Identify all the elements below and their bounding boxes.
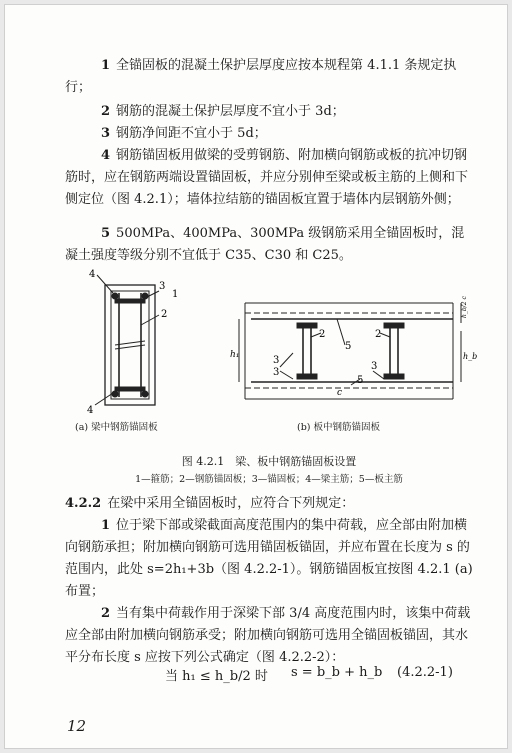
- clause-text: 位于梁下部或梁截面高度范围内的集中荷载，应全部由附加横向钢筋承担；附加横向钢筋可选用锚固板锚固，并应布置在长度为 s 的范围内，此处 s=2h₁+3b（图 4.2.2-1）。钢筋锚固板宜按图 4.2.1 (a) 布置；: [65, 518, 473, 599]
- clause-1: [65, 55, 473, 99]
- clause-number: 2: [101, 104, 111, 119]
- section-number: 4.2.2: [65, 496, 102, 511]
- clause-number: 1: [101, 518, 111, 533]
- label-5-bottom: 5: [357, 375, 364, 386]
- clause-text: 钢筋净间距不宜小于 5d；: [116, 126, 267, 141]
- label-2-a: 2: [161, 309, 168, 320]
- clause-text: 500MPa、400MPa、300MPa 级钢筋采用全锚固板时，混凝土强度等级分别不宜低于 C35、C30 和 C25。: [65, 226, 465, 263]
- clause-text: 全锚固板的混凝土保护层厚度应按本规程第 4.1.1 条规定执行；: [65, 58, 457, 95]
- label-2-b2: 2: [375, 329, 382, 340]
- clause-number: 5: [101, 226, 111, 241]
- label-c: c: [337, 388, 343, 398]
- clause-text: 钢筋锚固板用做梁的受剪钢筋、附加横向钢筋或板的抗冲切钢筋时，应在钢筋两端设置锚固板，并应分别伸至梁或板主筋的上侧和下侧定位（图 4.2.1）；墙体拉结筋的锚固板宜置于墙体内层钢筋外侧；: [65, 148, 469, 207]
- section-4-2-2-heading: [65, 493, 473, 515]
- section-clause-1: [65, 515, 473, 603]
- clause-2: [65, 101, 473, 123]
- clause-text: 钢筋的混凝土保护层厚度不宜小于 3d；: [116, 104, 345, 119]
- figure-legend: 1—箍筋；2—钢筋锚固板；3—锚固板；4—梁主筋；5—板主筋: [135, 474, 403, 485]
- clause-4: [65, 145, 473, 211]
- label-4-top: 4: [89, 269, 96, 280]
- subfigure-b-caption: (b) 板中钢筋锚固板: [297, 422, 381, 433]
- formula-condition: 当 h₁ ≤ h_b/2 时: [165, 669, 268, 684]
- page-number: 12: [67, 717, 87, 735]
- label-3-b3: 3: [371, 361, 378, 372]
- clause-text: 当有集中荷载作用于深梁下部 3/4 高度范围内时，该集中荷载应全部由附加横向钢筋承受；附加横向钢筋可选用全锚固板锚固，其水平分布长度 s 应按下列公式确定（图 4.2.2-2）：: [65, 606, 471, 665]
- label-5-top: 5: [345, 341, 352, 352]
- clause-number: 4: [101, 148, 111, 163]
- clause-3: [65, 123, 473, 145]
- figure-4-2-1: [75, 267, 478, 417]
- subfigure-a-caption: (a) 梁中钢筋锚固板: [75, 422, 158, 433]
- label-hb: h_b: [463, 352, 478, 361]
- section-heading-text: 在梁中采用全锚固板时，应符合下列规定：: [107, 496, 355, 511]
- label-3-a: 3: [159, 281, 166, 292]
- formula-number: (4.2.2-1): [397, 665, 453, 680]
- clause-number: 3: [101, 126, 111, 141]
- document-page: [4, 4, 508, 749]
- label-1: 1: [172, 289, 179, 300]
- clause-5: [65, 223, 473, 267]
- label-4-bottom: 4: [87, 405, 94, 416]
- figure-caption: 图 4.2.1 梁、板中钢筋锚固板设置: [181, 455, 357, 468]
- label-hb-half-c: h_b/2 c: [461, 296, 468, 318]
- beam-section-drawing: [95, 275, 159, 405]
- section-clause-2: [65, 603, 473, 669]
- label-h1: h₁: [230, 350, 240, 360]
- label-3-b1: 3: [273, 355, 280, 366]
- label-2-b1: 2: [319, 329, 326, 340]
- formula-expression: s = b_b + h_b: [291, 665, 383, 680]
- clause-number: 2: [101, 606, 111, 621]
- label-3-b2: 3: [273, 367, 280, 378]
- clause-number: 1: [101, 58, 111, 73]
